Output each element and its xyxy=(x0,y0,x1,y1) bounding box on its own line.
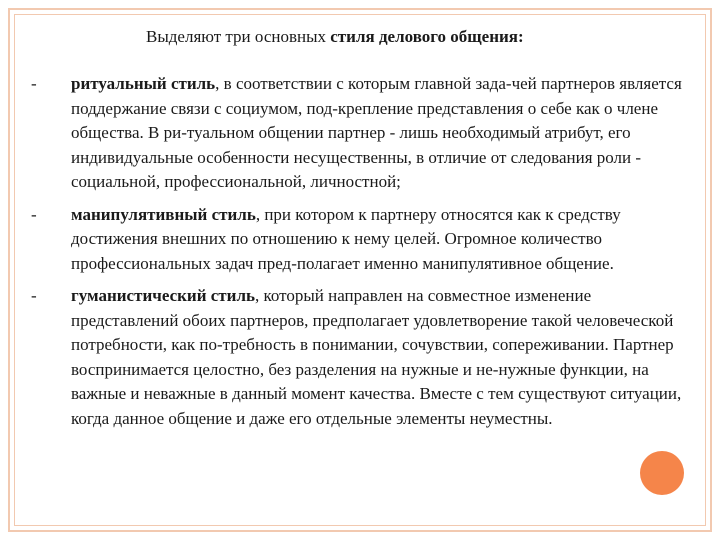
item-term: манипулятивный стиль xyxy=(71,204,256,224)
list-item-ritual xyxy=(31,72,691,195)
item-term: ритуальный стиль xyxy=(71,74,216,93)
list-item-humanistic xyxy=(31,284,691,431)
list-item-manipulative xyxy=(31,203,691,277)
title-bold: стиля делового общения: xyxy=(330,27,524,46)
item-text: , который направлен на совместное изменение представлений обоих партнеров, предполагает удовлетворение такой человеческой потребности, как по-требность в понимании, сочувствии, сопереживании. Партнер воспринимается целостно, без разделения на нужные и не-нужные функции, на важные и неважные в данный момент качества. Вместе с тем существуют ситуации, когда данное общение и даже его отдельные элементы неуместны. xyxy=(71,286,682,428)
title-prefix: Выделяют три основных xyxy=(146,27,331,46)
bullet-dash: - xyxy=(31,286,37,305)
slide-title xyxy=(146,27,524,47)
item-text: , при котором к партнеру относятся как к средству достижения внешних по отношению к нему целей. Огромное количество профессиональных задач пред-полагает именно манипулятивное общение. xyxy=(71,204,621,273)
style-list xyxy=(31,72,691,439)
item-text: , в соответствии с которым главной зада-чей партнеров является поддержание связи с социумом, под-крепление представления о себе как о члене общества. В ри-туальном общении партнер - лишь необходимый атрибут, его индивидуальные особенности несущественны, в отличие от следования роли - социальной, профессиональной, личностной; xyxy=(71,74,682,191)
item-term: гуманистический стиль xyxy=(71,286,255,305)
bullet-dash: - xyxy=(31,74,37,93)
bullet-dash: - xyxy=(31,204,37,224)
decorative-orange-circle xyxy=(640,451,684,495)
